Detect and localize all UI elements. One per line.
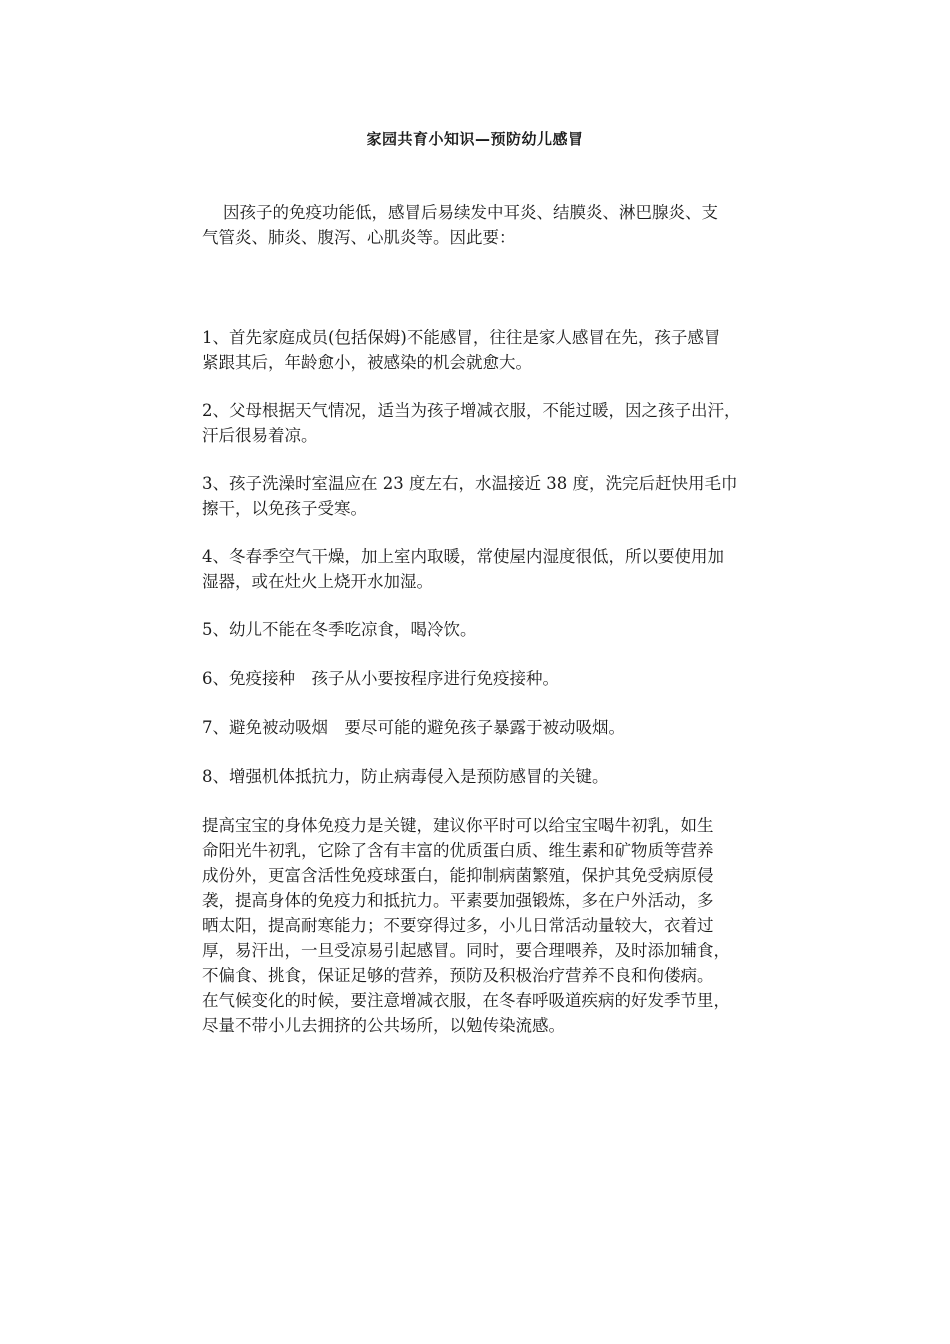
list-item-line: 紧跟其后，年龄愈小，被感染的机会就愈大。 — [202, 353, 532, 372]
list-item-2 — [202, 398, 812, 448]
closing-line: 厚，易汗出，一旦受凉易引起感冒。同时，要合理喂养，及时添加辅食， — [202, 941, 730, 960]
list-item-7 — [202, 715, 812, 740]
list-item-line: 湿器，或在灶火上烧开水加湿。 — [202, 572, 433, 591]
list-item-line: 汗后很易着凉。 — [202, 426, 318, 445]
list-item-line: 7、避免被动吸烟 要尽可能的避免孩子暴露于被动吸烟。 — [202, 718, 625, 737]
list-item-5 — [202, 617, 812, 642]
list-item-4 — [202, 544, 812, 594]
list-item-6 — [202, 666, 812, 691]
closing-line: 尽量不带小儿去拥挤的公共场所，以勉传染流感。 — [202, 1016, 565, 1035]
list-item-8 — [202, 764, 812, 789]
list-item-line: 8、增强机体抵抗力，防止病毒侵入是预防感冒的关键。 — [202, 767, 609, 786]
list-item-3 — [202, 471, 812, 521]
list-item-line: 3、孩子洗澡时室温应在 23 度左右，水温接近 38 度，洗完后赶快用毛巾 — [202, 474, 738, 493]
closing-line: 不偏食、挑食，保证足够的营养，预防及积极治疗营养不良和佝偻病。 — [202, 966, 714, 985]
closing-line: 晒太阳，提高耐寒能力；不要穿得过多，小儿日常活动量较大，衣着过 — [202, 916, 714, 935]
list-item-line: 2、父母根据天气情况，适当为孩子增减衣服，不能过暖，因之孩子出汗， — [202, 401, 741, 420]
list-item-1 — [202, 325, 812, 375]
closing-line: 袭，提高身体的免疫力和抵抗力。平素要加强锻炼，多在户外活动，多 — [202, 891, 714, 910]
closing-paragraph — [202, 813, 812, 1038]
intro-paragraph — [202, 200, 812, 250]
closing-line: 命阳光牛初乳，它除了含有丰富的优质蛋白质、维生素和矿物质等营养 — [202, 841, 714, 860]
intro-line: 因孩子的免疫功能低，感冒后易续发中耳炎、结膜炎、淋巴腺炎、支 — [222, 203, 718, 222]
list-item-line: 6、免疫接种 孩子从小要按程序进行免疫接种。 — [202, 669, 559, 688]
list-item-line: 5、幼儿不能在冬季吃凉食，喝冷饮。 — [202, 620, 477, 639]
list-item-line: 擦干，以免孩子受寒。 — [202, 499, 367, 518]
closing-line: 成份外，更富含活性免疫球蛋白，能抑制病菌繁殖，保护其免受病原侵 — [202, 866, 714, 885]
list-item-line: 4、冬春季空气干燥，加上室内取暖，常使屋内湿度很低，所以要使用加 — [202, 547, 724, 566]
closing-line: 提高宝宝的身体免疫力是关键，建议你平时可以给宝宝喝牛初乳，如生 — [202, 816, 714, 835]
document-title: 家园共育小知识—预防幼儿感冒 — [366, 130, 584, 148]
intro-line: 气管炎、肺炎、腹泻、心肌炎等。因此要： — [202, 228, 516, 247]
document-body — [202, 200, 812, 1061]
list-item-line: 1、首先家庭成员(包括保姆)不能感冒，往往是家人感冒在先，孩子感冒 — [202, 328, 721, 347]
closing-line: 在气候变化的时候，要注意增减衣服，在冬春呼吸道疾病的好发季节里， — [202, 991, 730, 1010]
